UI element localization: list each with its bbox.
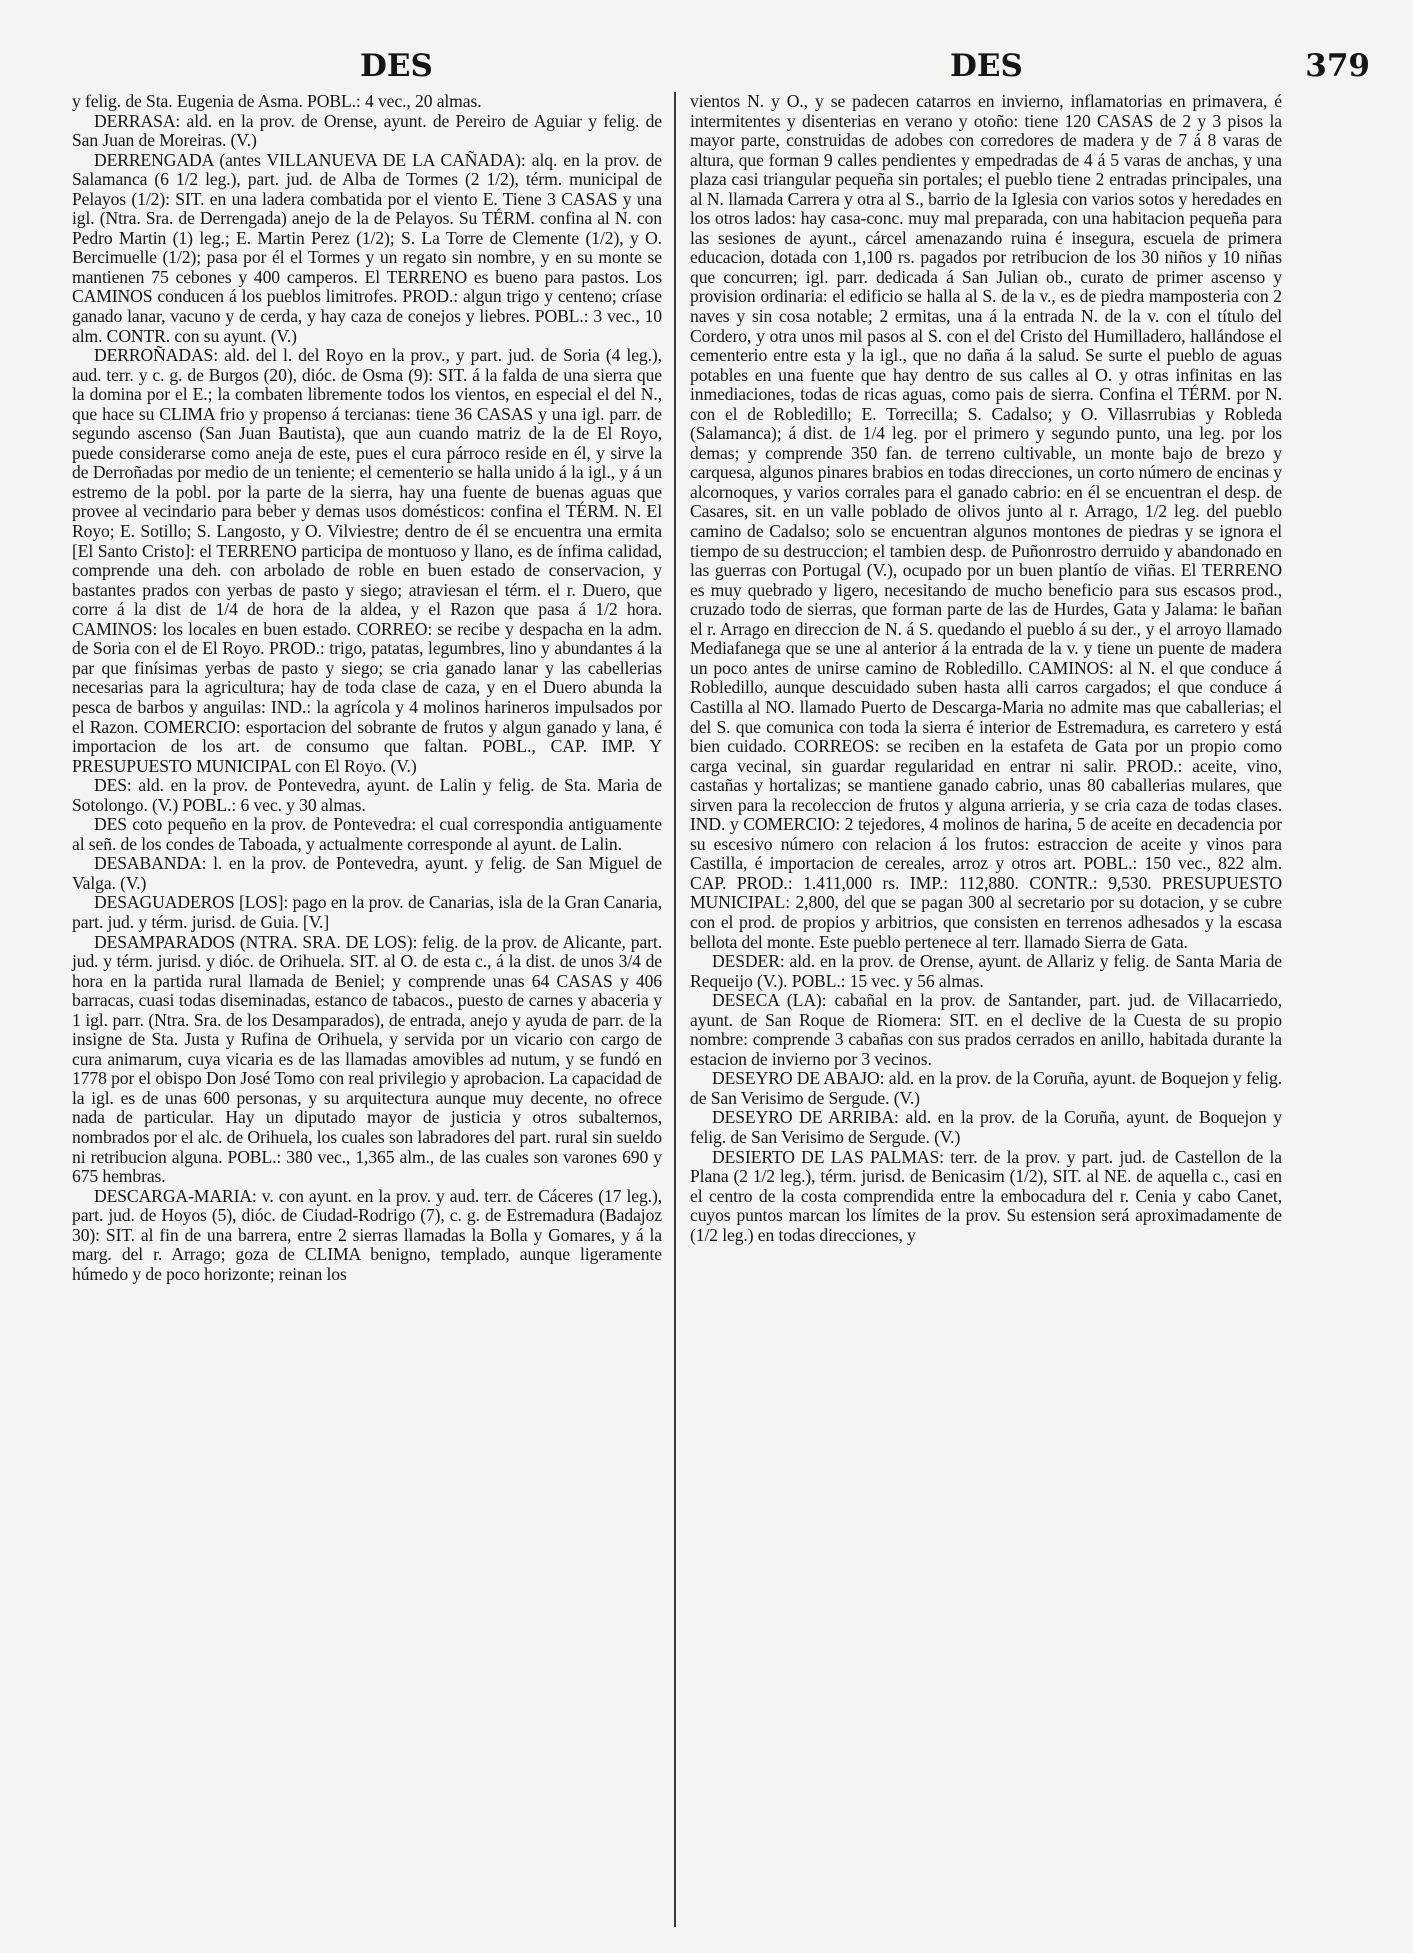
- entry-continuation: y felig. de Sta. Eugenia de Asma. POBL.: 4 vec., 20 almas.: [72, 91, 482, 111]
- entry-deseyro-de-arriba: DESEYRO DE ARRIBA: ald. en la prov. de la Coruña, ayunt. de Boquejon y felig. de San Verisimo de Sergude. (V.): [690, 1107, 1282, 1147]
- column-divider: [674, 92, 676, 1927]
- running-head-right: DES: [950, 48, 1023, 84]
- page-header: [70, 48, 1370, 88]
- running-head-left: DES: [360, 48, 433, 84]
- entry-deseyro-de-abajo: DESEYRO DE ABAJO: ald. en la prov. de la Coruña, ayunt. de Boquejon y felig. de San Verisimo de Sergude. (V.): [690, 1068, 1282, 1108]
- entry-des-aldea: DES: ald. en la prov. de Pontevedra, ayunt. de Lalin y felig. de Sta. Maria de Sotolongo. (V.) POBL.: 6 vec. y 30 almas.: [72, 775, 662, 815]
- entry-desabanda: DESABANDA: l. en la prov. de Pontevedra, ayunt. y felig. de San Miguel de Valga. (V.): [72, 853, 662, 893]
- entry-deseca: DESECA (LA): cabañal en la prov. de Santander, part. jud. de Villacarriedo, ayunt. de San Roque de Riomera: SIT. en el declive de la Cuesta de su propio nombre: comprende 3 cabañas con sus prados cerrados en anillo, habitada durante la estacion de invierno por 3 vecinos.: [690, 990, 1282, 1069]
- page-number: 379: [1305, 48, 1370, 84]
- entry-desder: DESDER: ald. en la prov. de Orense, ayunt. de Allariz y felig. de Santa Maria de Requeijo (V.). POBL.: 15 vec. y 56 almas.: [690, 951, 1282, 991]
- left-column: [72, 92, 662, 1284]
- entry-derrasa: DERRASA: ald. en la prov. de Orense, ayunt. de Pereiro de Aguiar y felig. de San Juan de Moreiras. (V.): [72, 110, 662, 151]
- entry-derrengada: DERRENGADA (antes VILLANUEVA DE LA CAÑADA): alq. en la prov. de Salamanca (6 1/2 leg.), part. jud. de Alba de Tormes (2 1/2), térm. municipal de Pelayos (1/2): SIT. en una ladera combatida por el viento E. Tiene 3 CASAS y una igl. (Ntra. Sra. de Derrengada) anejo de la de Pelayos. Su TÉRM. confina al N. con Pedro Martin (1) leg.; E. Martin Perez (1/2); S. La Torre de Clemente (1/2), y O. Bercimuelle (1/2); pasa por él el Tormes y un regato sin nombre, y en su monte se mantienen 75 cebones y 400 camperos. El TERRENO es bueno para pastos. Los CAMINOS conducen á los pueblos limitrofes. PROD.: algun trigo y centeno; críase ganado lanar, vacuno y de cerda, y hay caza de conejos y liebres. POBL.: 3 vec., 10 alm. CONTR. con su ayunt. (V.): [72, 149, 662, 346]
- entry-desierto-de-las-palmas: DESIERTO DE LAS PALMAS: terr. de la prov. y part. jud. de Castellon de la Plana (2 1/2 leg.), térm. jurisd. de Benicasim (1/2), SIT. al NE. de aquella c., casi en el centro de la costa comprendida entre la embocadura del r. Cenia y cabo Canet, cuyos puntos marcan los límites de la prov. Su estension será aproximadamente de (1/2 leg.) en todas direcciones, y: [690, 1146, 1282, 1245]
- right-column: [690, 92, 1282, 1245]
- entry-descarga-maria: DESCARGA-MARIA: v. con ayunt. en la prov. y aud. terr. de Cáceres (17 leg.), part. jud. de Hoyos (5), dióc. de Ciudad-Rodrigo (7), c. g. de Estremadura (Badajoz 30): SIT. al fin de una barrera, entre 2 sierras llamadas la Bolla y Gomares, y á la marg. del r. Arrago; goza de CLIMA benigno, templado, aunque ligeramente húmedo y de poco horizonte; reinan los: [72, 1185, 662, 1284]
- entry-des-coto: DES coto pequeño en la prov. de Pontevedra: el cual correspondia antiguamente al señ. de los condes de Taboada, y actualmente corresponde al ayunt. de Lalin.: [72, 814, 662, 854]
- entry-descarga-maria-continued: vientos N. y O., y se padecen catarros en invierno, inflamatorias en primavera, é intermitentes y disenterias en verano y otoño: tiene 120 CASAS de 2 y 3 pisos la mayor parte, construidas de adobes con corredores de madera y de 7 á 8 varas de altura, que forman 9 calles pendientes y empedradas de 4 á 5 varas de anchas, y una plaza casi triangular pequeña sin portales; el pueblo tiene 2 entradas principales, una al N. llamada Carrera y otra al S., barrio de la Iglesia con varios sotos y heredades en los otros lados: hay casa-conc. muy mal preparada, con una habitacion pequeña para las sesiones de ayunt., cárcel amenazando ruina é insegura, escuela de primera educacion, dotada con 1,100 rs. pagados por retribucion de los 30 niños y 10 niñas que concurren; igl. parr. dedicada á San Julian ob., curato de primer ascenso y provision ordinaria: el edificio se halla al S. de la v., es de piedra mamposteria con 2 naves y sin cosa notable; 2 ermitas, una á la entrada N. de la v. con el título del Cordero, y otra unos mil pasos al S. con el del Cristo del Humilladero, hallándose el cementerio entre esta y la igl., que no daña á la salud. Se surte el pueblo de aguas potables en una fuente que hay dentro de sus calles al O. y otras infinitas en las inmediaciones, todas de ricas aguas, como pais de sierra. Confina el TÉRM. por N. con el de Robledillo; E. Torrecilla; S. Cadalso; y O. Villasrrubias y Robleda (Salamanca); á dist. de 1/4 leg. por el primero y segundo punto, una leg. por los demas; y comprende 350 fan. de terreno cultivable, un monte bajo de brezo y carquesa, algunos pinares brabios en todas direcciones, un corto número de encinas y alcornoques, y varios corrales para el ganado cabrio: en él se encuentran el desp. de Casares, sit. en un valle poblado de olivos junto al r. Arrago, 1/2 leg. del pueblo camino de Cadalso; solo se encuentran algunos montones de piedras y se ignora el tiempo de su destruccion; el tambien desp. de Puñonrostro derruido y abandonado en las guerras con Portugal (V.), ocupado por un buen plantío de viñas. El TERRENO es muy quebrado y ligero, necesitando de mucho beneficio para sus escasos prod., cruzado todo de sierras, que forman parte de las de Hurdes, Gata y Jalama: le bañan el r. Arrago en direccion de N. á S. quedando el pueblo á su der., y el arroyo llamado Mediafanega que se une al anterior á la entrada de la v. y tiene un puente de madera un poco antes de unirse camino de Robledillo. CAMINOS: al N. el que conduce á Robledillo, aunque descuidado suben hasta alli carros cargados; el que conduce á Castilla al NO. llamado Puerto de Descarga-Maria no admite mas que caballerias; el del S. que comunica con toda la sierra é interior de Estremadura, es carretero y está bien cuidado. CORREOS: se reciben en la estafeta de Gata por un propio como carga vecinal, sin guardar regularidad en entrar ni salir. PROD.: aceite, vino, castañas y hortalizas; se mantiene ganado cabrio, unas 80 caballerias mulares, que sirven para la recoleccion de frutos y alguna arrieria, y se cria caza de todas clases. IND. y COMERCIO: 2 tejedores, 4 molinos de harina, 5 de aceite en decadencia por su escesivo número con relacion á los frutos: estraccion de aceite y vinos para Castilla, é importacion de cereales, arroz y otros art. POBL.: 150 vec., 822 alm. CAP. PROD.: 1.411,000 rs. IMP.: 112,880. CONTR.: 9,530. PRESUPUESTO MUNICIPAL: 2,800, del que se pagan 300 al secretario por su dotacion, y se cubre con el prod. de propios y arbitrios, que consisten en terrenos adhesados y la escasa bellota del monte. Este pueblo pertenece al terr. llamado Sierra de Gata.: [690, 91, 1282, 952]
- entry-desaguaderos: DESAGUADEROS [LOS]: pago en la prov. de Canarias, isla de la Gran Canaria, part. jud. y térm. jurisd. de Guia. [V.]: [72, 892, 662, 932]
- entry-derronadas: DERROÑADAS: ald. del l. del Royo en la prov., y part. jud. de Soria (4 leg.), aud. terr. y c. g. de Burgos (20), dióc. de Osma (9): SIT. á la falda de una sierra que la domina por el E.; la combaten libremente todos los vientos, en especial el del N., que hace su CLIMA frio y propenso á tercianas: tiene 36 CASAS y una igl. parr. de segundo ascenso (San Juan Bautista), que aun cuando matriz de la de El Royo, puede considerarse como aneja de este, pues el cura párroco reside en él, y sirve la de Derroñadas por medio de un teniente; el cementerio se halla unido á la igl., y á un estremo de la pobl. por la parte de la sierra, hay una fuente de buenas aguas que provee al vecindario para beber y demas usos domésticos: confina el TÉRM. N. El Royo; E. Sotillo; S. Langosto, y O. Vilviestre; dentro de él se encuentra una ermita [El Santo Cristo]: el TERRENO participa de montuoso y llano, es de ínfima calidad, comprende una deh. con arbolado de roble en buen estado de conservacion, y bastantes prados con yerbas de pasto y siego; atraviesan el térm. el r. Duero, que corre á la dist de 1/4 de hora de la aldea, y el Razon que pasa á 1/2 hora. CAMINOS: los locales en buen estado. CORREO: se recibe y despacha en la adm. de Soria con el de El Royo. PROD.: trigo, patatas, legumbres, lino y abundantes á la par que finísimas yerbas de pasto y siego; se cria ganado lanar y las cabellerias necesarias para la agricultura; hay de toda clase de caza, y en el Duero abunda la pesca de barbos y anguilas: IND.: la agrícola y 4 molinos harineros impulsados por el Razon. COMERCIO: esportacion del sobrante de frutos y algun ganado y lana, é importacion de los art. de consumo que faltan. POBL., CAP. IMP. Y PRESUPUESTO MUNICIPAL con El Royo. (V.): [72, 345, 662, 776]
- entry-desamparados: DESAMPARADOS (NTRA. SRA. DE LOS): felig. de la prov. de Alicante, part. jud. y térm. jurisd. y dióc. de Orihuela. SIT. al O. de esta c., á la dist. de unos 3/4 de hora en la partida rural llamada de Beniel; y comprende unas 64 CASAS y 406 barracas, cuasi todas diseminadas, estanco de tabacos., puesto de carnes y abaceria y 1 igl. parr. (Ntra. Sra. de los Desamparados), de entrada, anejo y ayuda de parr. de la insigne de Sta. Justa y Rufina de Orihuela, y servida por un vicario con cargo de cura animarum, cuya vicaria es de las llamadas amovibles ad nutum, y se fundó en 1778 por el obispo Don José Tomo con real privilegio y aprobacion. La capacidad de la igl. es de unas 600 personas, y su arquitectura aunque muy decente, no ofrece nada de particular. Hay un diputado mayor de justicia y otros subalternos, nombrados por el alc. de Orihuela, los cuales son labradores del part. rural sin sueldo ni retribucion alguna. POBL.: 380 vec., 1,365 alm., de las cuales son varones 690 y 675 hembras.: [72, 931, 662, 1187]
